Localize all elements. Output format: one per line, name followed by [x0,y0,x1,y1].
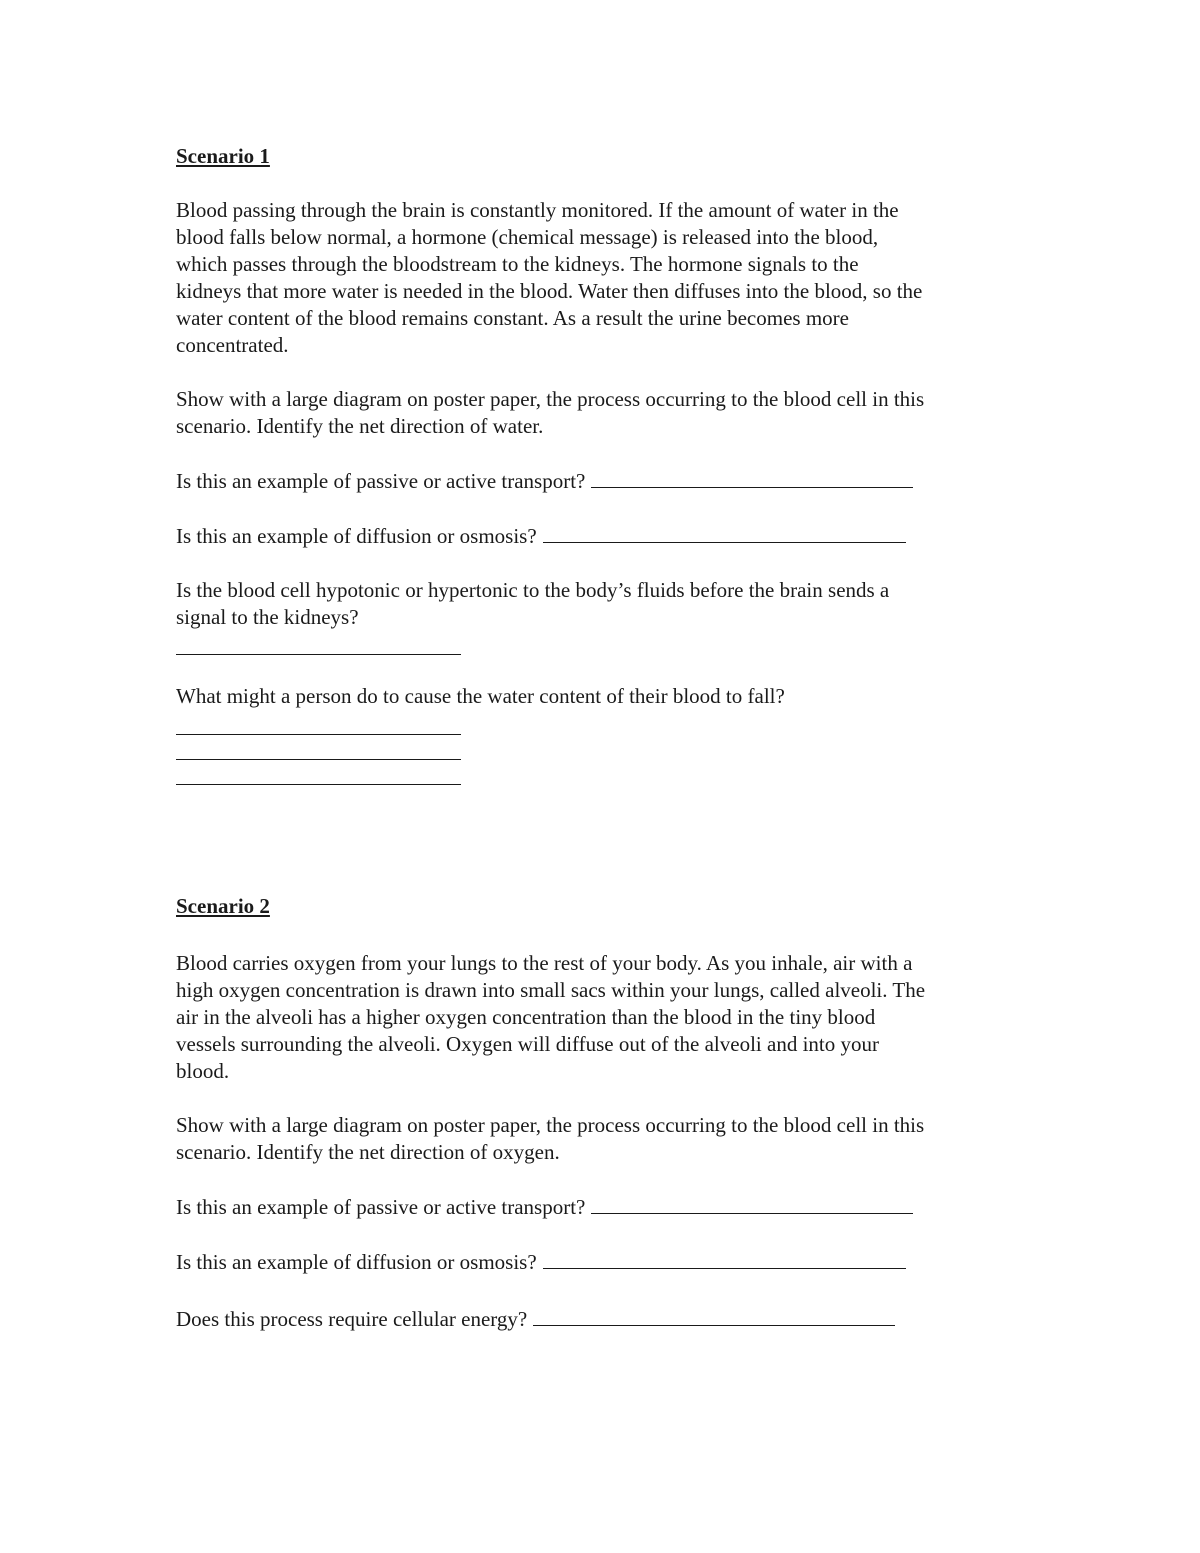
question-line: Is the blood cell hypotonic or hypertonic to the body’s fluids before the brain sends a [176,578,890,602]
answer-blank[interactable] [176,631,461,655]
scenario-1 [176,143,1036,785]
answer-blank[interactable] [176,735,461,760]
answer-blank[interactable] [176,760,461,785]
scenario-2-paragraph [176,950,1036,1085]
scenario-2 [176,893,1036,1333]
paragraph-line: concentrated. [176,333,289,357]
scenario-1-paragraph [176,197,1036,359]
paragraph-line: blood. [176,1059,230,1083]
paragraph-line: kidneys that more water is needed in the blood. Water then diffuses into the blood, so the [176,279,923,303]
answer-blank[interactable] [591,1193,913,1214]
paragraph-line: which passes through the bloodstream to the kidneys. The hormone signals to the [176,252,859,276]
question-text: Is this an example of diffusion or osmosis? [176,1250,537,1274]
scenario-2-question-energy [176,1305,1036,1333]
scenario-1-heading: Scenario 1 [176,144,270,168]
question-text: What might a person do to cause the water content of their blood to fall? [176,684,785,708]
scenario-1-question-water-fall [176,683,1036,785]
scenario-1-question-tonicity [176,577,1036,655]
instruction-line: scenario. Identify the net direction of water. [176,414,544,438]
question-text: Does this process require cellular energy? [176,1307,528,1331]
question-text: Is this an example of passive or active transport? [176,1195,586,1219]
paragraph-line: Blood carries oxygen from your lungs to the rest of your body. As you inhale, air with a [176,951,913,975]
scenario-2-question-transport [176,1193,1036,1221]
scenario-1-question-transport [176,467,1036,495]
answer-blank[interactable] [176,710,461,735]
instruction-line: Show with a large diagram on poster paper, the process occurring to the blood cell in this [176,387,925,411]
scenario-2-question-diffusion [176,1248,1036,1276]
scenario-1-instruction [176,386,1036,440]
answer-blank[interactable] [543,522,906,543]
instruction-line: scenario. Identify the net direction of oxygen. [176,1140,560,1164]
answer-blank[interactable] [543,1248,906,1269]
paragraph-line: Blood passing through the brain is constantly monitored. If the amount of water in the [176,198,899,222]
instruction-line: Show with a large diagram on poster paper, the process occurring to the blood cell in this [176,1113,925,1137]
answer-blank[interactable] [591,467,913,488]
answer-blank[interactable] [533,1305,895,1326]
scenario-1-question-diffusion [176,522,1036,550]
worksheet-page [176,143,1036,1333]
question-text: Is this an example of passive or active transport? [176,469,586,493]
paragraph-line: blood falls below normal, a hormone (chemical message) is released into the blood, [176,225,879,249]
paragraph-line: air in the alveoli has a higher oxygen concentration than the blood in the tiny blood [176,1005,876,1029]
question-text: Is this an example of diffusion or osmosis? [176,524,537,548]
question-line: signal to the kidneys? [176,605,359,629]
scenario-2-instruction [176,1112,1036,1166]
paragraph-line: water content of the blood remains constant. As a result the urine becomes more [176,306,849,330]
paragraph-line: vessels surrounding the alveoli. Oxygen will diffuse out of the alveoli and into your [176,1032,879,1056]
paragraph-line: high oxygen concentration is drawn into small sacs within your lungs, called alveoli. The [176,978,926,1002]
scenario-2-heading: Scenario 2 [176,894,270,918]
